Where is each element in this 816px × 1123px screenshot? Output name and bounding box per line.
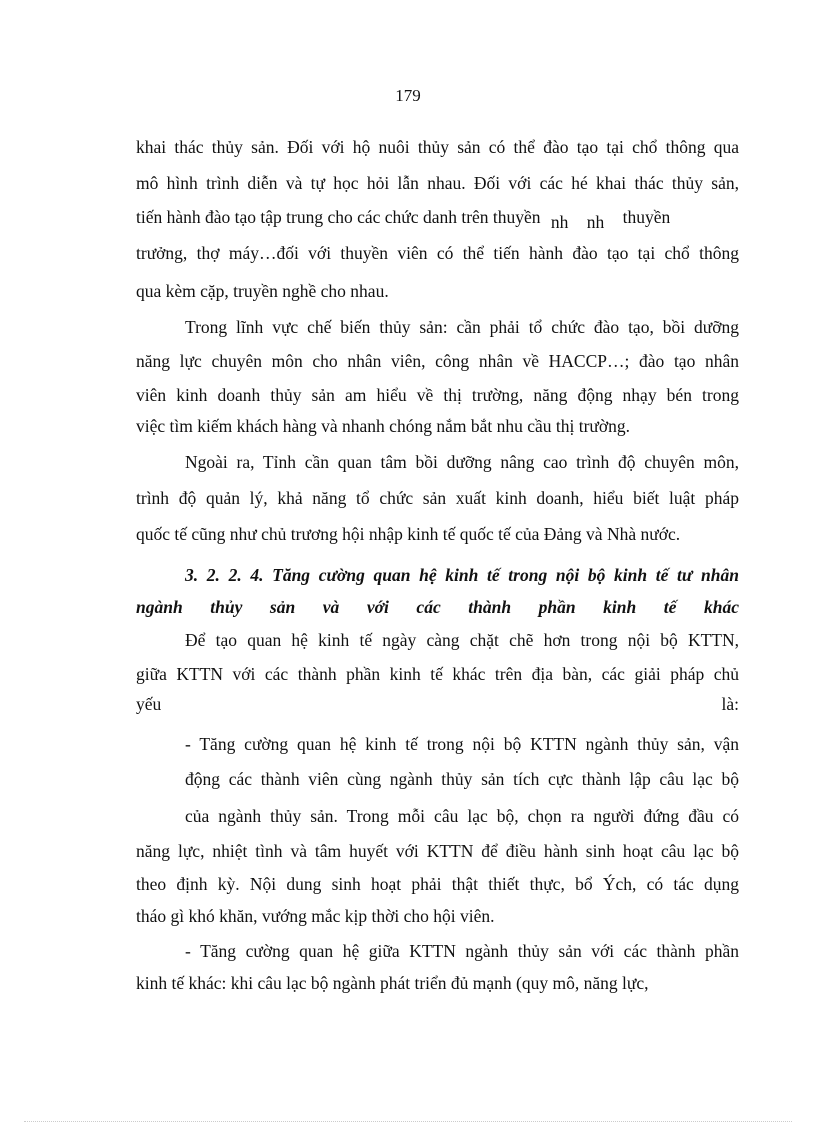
text-line-with-gap xyxy=(136,693,739,715)
text-line: năng lực, nhiệt tình và tâm huyết với KTTN để điều hành sinh hoạt câu lạc bộ xyxy=(136,841,739,861)
text-fragment: nh xyxy=(550,212,569,232)
text-line-with-gaps xyxy=(136,206,739,232)
text-fragment: yếu xyxy=(136,694,162,714)
text-fragment: là: xyxy=(721,694,739,714)
footer-divider xyxy=(24,1121,792,1122)
text-fragment: tiến hành đào tạo tập trung cho các chức danh trên thuyền xyxy=(136,207,541,227)
text-line: trình độ quản lý, khả năng tổ chức sản xuất kinh doanh, hiểu biết luật pháp xyxy=(136,488,739,508)
list-item-start: - Tăng cường quan hệ giữa KTTN ngành thủy sản với các thành phần xyxy=(185,941,739,961)
text-line: động các thành viên cùng ngành thủy sản tích cực thành lập câu lạc bộ xyxy=(185,769,739,789)
text-line: giữa KTTN với các thành phần kinh tế khác trên địa bàn, các giải pháp chủ xyxy=(136,664,739,684)
section-heading-continued: ngành thủy sản và với các thành phần kinh tế khác xyxy=(136,597,739,617)
text-line: việc tìm kiếm khách hàng và nhanh chóng nắm bắt nhu cầu thị trường. xyxy=(136,416,631,436)
text-line: mô hình trình diễn và tự học hỏi lẫn nhau. Đối với các hé khai thác thủy sản, xyxy=(136,173,739,193)
text-line: theo định kỳ. Nội dung sinh hoạt phải thật thiết thực, bổ Ých, có tác dụng xyxy=(136,874,739,894)
list-item-start: - Tăng cường quan hệ kinh tế trong nội bộ KTTN ngành thủy sản, vận xyxy=(185,734,739,754)
page-number: 179 xyxy=(395,86,421,105)
text-line: năng lực chuyên môn cho nhân viên, công nhân về HACCP…; đào tạo nhân xyxy=(136,351,739,371)
text-line: quốc tế cũng như chủ trương hội nhập kinh tế quốc tế của Đảng và Nhà nước. xyxy=(136,524,681,544)
text-line: của ngành thủy sản. Trong mỗi câu lạc bộ, chọn ra người đứng đầu có xyxy=(185,806,739,826)
text-fragment: nh xyxy=(586,212,605,232)
section-heading: 3. 2. 2. 4. Tăng cường quan hệ kinh tế trong nội bộ kinh tế tư nhân xyxy=(185,565,739,585)
text-line: kinh tế khác: khi câu lạc bộ ngành phát triển đủ mạnh (quy mô, năng lực, xyxy=(136,973,649,993)
text-fragment: thuyền xyxy=(622,207,671,227)
text-line: qua kèm cặp, truyền nghề cho nhau. xyxy=(136,281,389,301)
text-line: khai thác thủy sản. Đối với hộ nuôi thủy sản có thể đào tạo tại chổ thông qua xyxy=(136,137,739,157)
paragraph-start: Để tạo quan hệ kinh tế ngày càng chặt chẽ hơn trong nội bộ KTTN, xyxy=(185,630,739,650)
text-line: trưởng, thợ máy…đối với thuyền viên có thể tiến hành đào tạo tại chổ thông xyxy=(136,243,739,263)
paragraph-start: Ngoài ra, Tỉnh cần quan tâm bồi dưỡng nâng cao trình độ chuyên môn, xyxy=(185,452,739,472)
text-line: viên kinh doanh thủy sản am hiểu về thị trường, năng động nhạy bén trong xyxy=(136,385,739,405)
paragraph-start: Trong lĩnh vực chế biến thủy sản: cần phải tổ chức đào tạo, bồi dưỡng xyxy=(185,317,739,337)
text-line: tháo gì khó khăn, vướng mắc kịp thời cho hội viên. xyxy=(136,906,495,926)
